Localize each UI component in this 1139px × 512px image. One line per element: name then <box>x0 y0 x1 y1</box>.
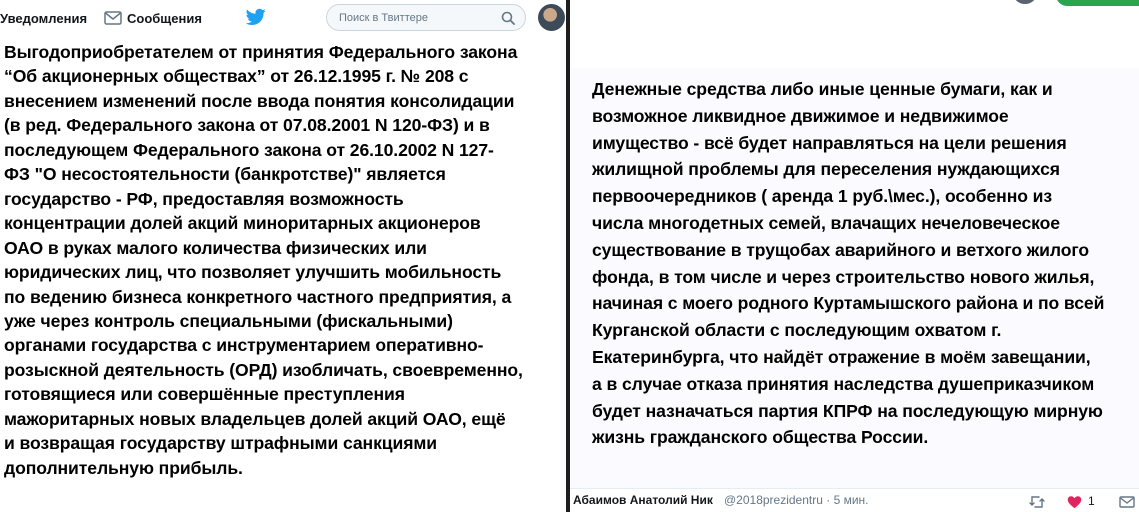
tweet-handle-time[interactable]: @2018prezidentru · 5 мин. <box>724 493 869 507</box>
search-icon[interactable] <box>501 11 515 25</box>
user-avatar[interactable] <box>538 4 565 31</box>
left-document-image <box>0 36 566 512</box>
left-document-text: Выгодоприобретателем от принятия Федерального закона “Об акционерных обществах” от 26.12.1995 г. № 208 с внесением изменений после ввода понятия консолидации (в ред. Федерального закона от 07.08.2001 N 120-ФЗ) и в последующем Федерального закона от 26.10.2002 N 127- ФЗ "О несостоятельности (банкротстве)" является государство - РФ, предоставляя возможность концентрации долей акций миноритарных акционеров ОАО в руках малого количества физических или юридических лиц, что позволяет улучшить мобильность по ведению бизнеса конкретного частного предприятия, а уже через контроль специальными (фискальными) органами государства с инструментарием оперативно- розыскной деятельность (ОРД) изобличать, своевременно, готовящиеся или совершённые преступления мажоритарных новых владельцев долей акций ОАО, ещё и возвращая государству штрафными санкциями дополнительную прибыль. <box>4 42 523 478</box>
like-count: 1 <box>1088 494 1095 508</box>
right-document-image <box>570 68 1139 488</box>
nav-messages[interactable] <box>104 0 202 36</box>
right-document-text: Денежные средства либо иные ценные бумаги, как и возможное ликвидное движимое и недвижимое имущество - всё будет направляться на цели решения жилищной проблемы для переселения нуждающихся первоочередников ( аренда 1 руб.\мес.), особенно из числа многодетных семей, влачащих нечеловеческое существование в трущобах аварийного и ветхого жилого фонда, в том числе и через строительство нового жилья, начиная с моего родного Куртамышского района и по всей Курганской области с последующим охватом г. Екатеринбурга, что найдёт отражение в моём завещании, а в случае отказа принятия наследства душеприказчиком будет назначаться партия КПРФ на последующую мирную жизнь гражданского общества России. <box>592 79 1105 448</box>
search-input[interactable] <box>339 5 499 30</box>
heart-icon[interactable] <box>1067 495 1082 509</box>
search-box[interactable] <box>326 4 526 31</box>
nav-messages-label: Сообщения <box>127 10 202 26</box>
tweet-button-partial[interactable] <box>1056 0 1139 6</box>
left-screenshot-panel <box>0 0 566 512</box>
retweet-icon[interactable] <box>1029 495 1045 509</box>
right-screenshot-panel <box>570 0 1139 512</box>
nav-notifications[interactable] <box>0 0 87 36</box>
tweet-footer <box>570 488 1139 512</box>
top-avatar-partial[interactable] <box>1014 0 1036 4</box>
twitter-bird-icon[interactable] <box>246 8 266 26</box>
nav-notifications-label: Уведомления <box>0 10 88 26</box>
top-navigation-bar <box>0 0 566 37</box>
envelope-icon <box>104 11 122 25</box>
direct-message-icon[interactable] <box>1119 495 1135 509</box>
tweet-author-name[interactable]: Абаимов Анатолий Ник <box>573 493 713 507</box>
